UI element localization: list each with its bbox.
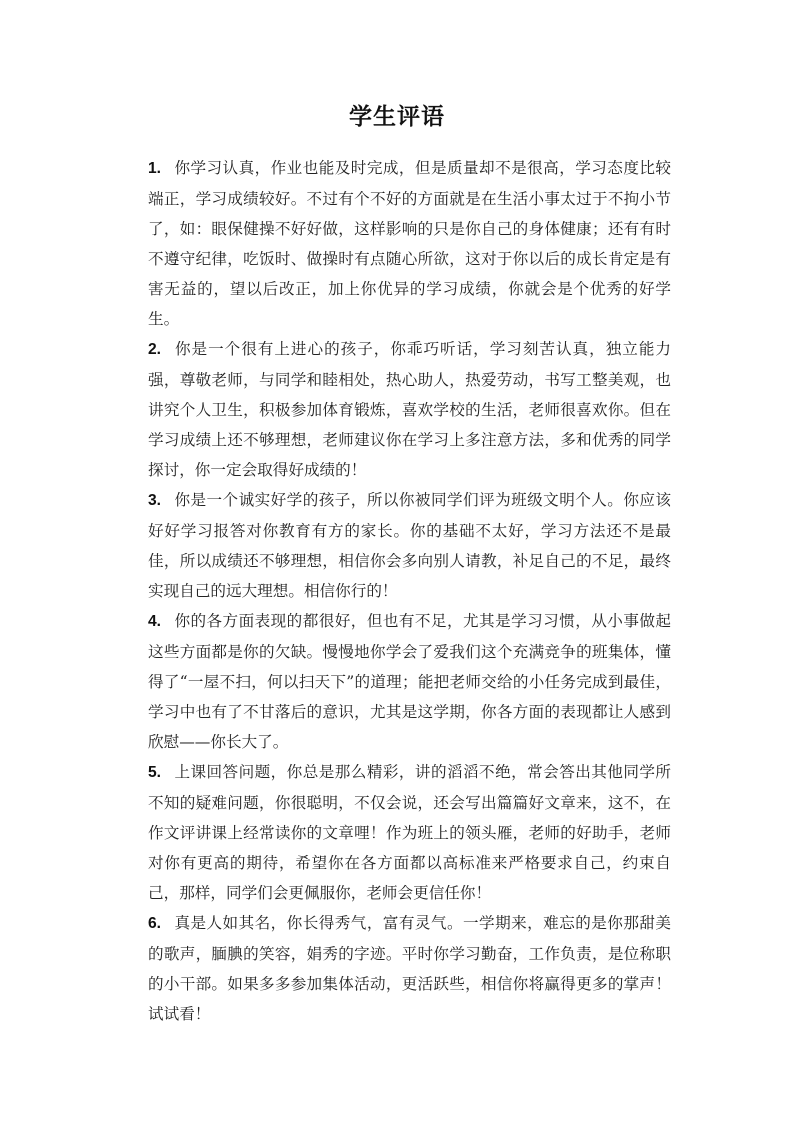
comment-text: 你学习认真，作业也能及时完成，但是质量却不是很高，学习态度比较端正，学习成绩较好。不过有个不好的方面就是在生活小事太过于不拘小节了，如：眼保健操不好好做，这样影响的只是你自己的身体健康；还有有时不遵守纪律，吃饭时、做操时有点随心所欲，这对于你以后的成长肯定是有害无益的，望以后改正，加上你优异的学习成绩，你就会是个优秀的好学生。 [148,159,671,328]
comment-text: 上课回答问题，你总是那么精彩，讲的滔滔不绝，常会答出其他同学所不知的疑难问题，你很聪明，不仅会说，还会写出篇篇好文章来，这不，在作文评讲课上经常读你的文章哩！作为班上的领头雁，老师的好助手，老师对你有更高的期待，希望你在各方面都以高标准来严格要求自己，约束自己，那样，同学们会更佩服你，老师会更信任你！ [148,763,671,902]
comment-number: 4. [148,613,162,630]
comments-list [148,153,671,1029]
comment-item-1 [148,153,671,334]
document-title: 学生评语 [349,103,445,130]
comment-item-2 [148,334,671,485]
comment-text: 你是一个很有上进心的孩子，你乖巧听话，学习刻苦认真，独立能力强，尊敬老师，与同学和睦相处，热心助人，热爱劳动，书写工整美观，也讲究个人卫生，积极参加体育锻炼，喜欢学校的生活，老师很喜欢你。但在学习成绩上还不够理想，老师建议你在学习上多注意方法，多和优秀的同学探讨，你一定会取得好成绩的！ [148,340,671,479]
comment-item-3 [148,485,671,606]
comment-text: 你是一个诚实好学的孩子，所以你被同学们评为班级文明个人。你应该好好学习报答对你教育有方的家长。你的基础不太好，学习方法还不是最佳，所以成绩还不够理想，相信你会多向别人请教，补足自己的不足，最终实现自己的远大理想。相信你行的！ [148,491,671,600]
comment-item-4 [148,606,671,757]
comment-number: 2. [148,341,162,358]
comment-number: 3. [148,492,162,509]
comment-number: 5. [148,764,162,781]
comment-number: 1. [148,160,162,177]
comment-number: 6. [148,915,162,932]
comment-text: 你的各方面表现的都很好，但也有不足，尤其是学习习惯，从小事做起这些方面都是你的欠缺。慢慢地你学会了爱我们这个充满竞争的班集体，懂得了“一屋不扫，何以扫天下”的道理；能把老师交给的小任务完成到最佳，学习中也有了不甘落后的意识，尤其是这学期，你各方面的表现都让人感到欣慰——你长大了。 [148,612,671,751]
comment-text: 真是人如其名，你长得秀气，富有灵气。一学期来，难忘的是你那甜美的歌声，腼腆的笑容，娟秀的字迹。平时你学习勤奋，工作负责，是位称职的小干部。如果多多参加集体活动，更活跃些，相信你将赢得更多的掌声！试试看！ [148,914,671,1023]
comment-item-5 [148,757,671,908]
comment-item-6 [148,908,671,1029]
